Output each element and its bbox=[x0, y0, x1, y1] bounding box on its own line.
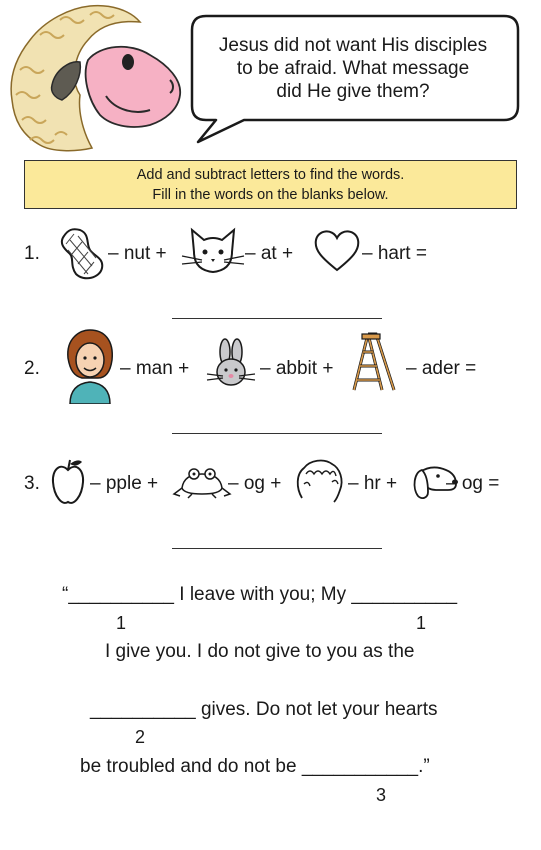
puzzle-1-number: 1. bbox=[24, 243, 40, 264]
verse-blank-1a[interactable]: __________ bbox=[68, 584, 174, 605]
bubble-line-1: Jesus did not want His disciples bbox=[218, 35, 488, 56]
answer-line-2[interactable] bbox=[172, 433, 382, 434]
puzzle-1-part-1: – nut + bbox=[108, 243, 167, 264]
frog-icon bbox=[172, 464, 232, 500]
verse-sub-2: 2 bbox=[135, 727, 146, 747]
verse-line-3-text: gives. Do not let your hearts bbox=[195, 699, 438, 720]
verse-blank-3[interactable]: ___________ bbox=[301, 756, 419, 777]
apple-icon bbox=[50, 456, 86, 508]
verse-sub-3: 3 bbox=[376, 785, 387, 805]
puzzle-1-part-2: – at + bbox=[245, 243, 294, 264]
verse-open-quote: “ bbox=[62, 584, 69, 605]
puzzle-2-part-1: – man + bbox=[120, 358, 190, 379]
puzzle-2-number: 2. bbox=[24, 358, 40, 379]
ladder-icon bbox=[348, 330, 398, 392]
verse-sub-1a: 1 bbox=[116, 613, 127, 633]
puzzle-3-part-3: – hr + bbox=[348, 473, 398, 494]
peanut-icon bbox=[56, 226, 110, 282]
instructions-line-1: Add and subtract letters to find the words. bbox=[136, 167, 405, 183]
bubble-line-2: to be afraid. What message bbox=[236, 58, 470, 79]
verse-blank-2[interactable]: __________ bbox=[90, 699, 196, 720]
rabbit-icon bbox=[205, 338, 257, 388]
puzzle-3-part-2: – og + bbox=[228, 473, 282, 494]
heart-icon bbox=[312, 226, 362, 274]
cat-icon bbox=[180, 226, 246, 278]
puzzle-3-number: 3. bbox=[24, 473, 40, 494]
sheep-eye bbox=[122, 54, 134, 70]
bubble-question bbox=[200, 34, 506, 103]
instructions-box bbox=[24, 160, 517, 209]
answer-line-3[interactable] bbox=[172, 548, 382, 549]
answer-line-1[interactable] bbox=[172, 318, 382, 319]
sheep-illustration bbox=[0, 0, 190, 155]
verse-close-quote: .” bbox=[418, 756, 430, 777]
verse-line-1-text: I leave with you; My bbox=[174, 584, 352, 605]
verse-blank-1b[interactable]: __________ bbox=[351, 584, 458, 605]
verse-line-4-text: be troubled and do not be bbox=[80, 756, 302, 777]
verse-line-4 bbox=[80, 756, 430, 778]
verse-line-1 bbox=[62, 584, 457, 606]
puzzle-2-part-3: – ader = bbox=[406, 358, 477, 379]
hair-icon bbox=[294, 458, 344, 504]
verse-line-2: I give you. I do not give to you as the bbox=[105, 641, 415, 662]
puzzle-1-part-3: – hart = bbox=[362, 243, 427, 264]
verse-line-3 bbox=[90, 699, 438, 721]
instructions-line-2: Fill in the words on the blanks below. bbox=[152, 187, 389, 203]
bubble-line-3: did He give them? bbox=[276, 81, 430, 102]
puzzle-2-part-2: – abbit + bbox=[260, 358, 334, 379]
puzzle-3-part-4: – og = bbox=[446, 473, 500, 494]
verse-sub-1b: 1 bbox=[416, 613, 427, 633]
puzzle-3-part-1: – pple + bbox=[90, 473, 159, 494]
woman-icon bbox=[64, 328, 116, 404]
